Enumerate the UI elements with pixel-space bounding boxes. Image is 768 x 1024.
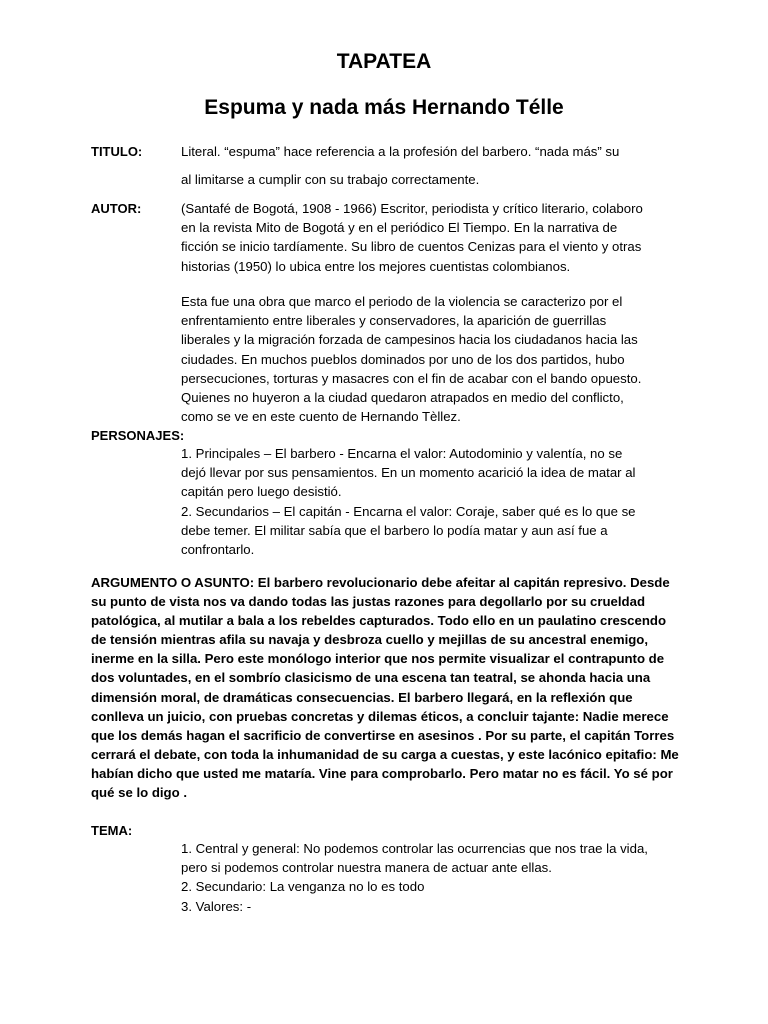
document-title: TAPATEA [336, 50, 432, 73]
text-line: pero si podemos controlar nuestra manera de actuar ante ellas. [181, 860, 552, 876]
titulo-line-1: Literal. “espuma” hace referencia a la profesión del barbero. “nada más” su [181, 144, 620, 159]
text-line: capitán pero luego desistió. [181, 484, 342, 500]
text-line: 3. Valores: - [181, 898, 252, 914]
text-line: 2. Secundarios – El capitán - Encarna el valor: Coraje, saber qué es lo que se [181, 503, 636, 519]
text-line: dejó llevar por sus pensamientos. En un momento acarició la idea de matar al [181, 465, 636, 481]
label-personajes: PERSONAJES: [91, 428, 185, 443]
titulo-line-2: al limitarse a cumplir con su trabajo correctamente. [181, 172, 480, 187]
tema-list [181, 839, 681, 916]
text-line: enfrentamiento entre liberales y conservadores, la aparición de guerrillas [181, 313, 607, 329]
text-line: como se ve en este cuento de Hernando Tèllez. [181, 409, 461, 425]
text-line: confrontarlo. [181, 542, 255, 558]
text-line: 1. Principales – El barbero - Encarna el valor: Autodominio y valentía, no se [181, 446, 623, 461]
label-autor: AUTOR: [91, 201, 142, 216]
text-line: Esta fue una obra que marco el periodo de la violencia se caracterizo por el [181, 294, 623, 309]
label-tema: TEMA: [91, 823, 133, 838]
text-line: 1. Central y general: No podemos controlar las ocurrencias que nos trae la vida, [181, 841, 648, 856]
text-line: dos voluntades, en el sombrío clasicismo de una escena tan teatral, se ahonda hacia una [91, 670, 651, 686]
text-line: patológica, al mutilar a bala a los rebeldes capturados. Todo ello en un paulatino crescendo [91, 613, 667, 629]
text-line: en la revista Mito de Bogotá y en el periódico El Tiempo. En la narrativa de [181, 220, 618, 236]
text-line: qué se lo digo . [91, 785, 187, 801]
text-line: persecuciones, torturas y masacres con el fin de acabar con el bando opuesto. [181, 370, 642, 386]
label-titulo: TITULO: [91, 144, 143, 159]
text-line: liberales y la migración forzada de campesinos hacia los ciudadanos hacia las [181, 332, 638, 348]
document-subtitle: Espuma y nada más Hernando Télle [204, 96, 564, 119]
personajes-list [181, 444, 681, 559]
text-line: inerme en la silla. Pero este monólogo interior que nos permite visualizar el contrapunto de [91, 651, 665, 667]
text-line: habían dicho que usted me mataría. Vine para comprobarlo. Pero matar no es fácil. Yo sé por [91, 765, 673, 781]
autor-bio [181, 199, 681, 276]
text-line: ARGUMENTO O ASUNTO: El barbero revolucionario debe afeitar al capitán represivo. Desde [91, 575, 670, 590]
text-line: dimensión moral, de dramáticas consecuencias. El barbero llegará, en la reflexión que [91, 689, 633, 705]
text-line: Quienes no huyeron a la ciudad quedaron atrapados en medio del conflicto, [181, 390, 624, 406]
text-line: 2. Secundario: La venganza no lo es todo [181, 879, 425, 895]
text-line: (Santafé de Bogotá, 1908 - 1966) Escritor, periodista y crítico literario, colaboro [181, 201, 643, 216]
autor-context [181, 292, 681, 426]
text-line: ciudades. En muchos pueblos dominados por uno de los dos partidos, hubo [181, 351, 625, 367]
text-line: historias (1950) lo ubica entre los mejores cuentistas colombianos. [181, 258, 571, 274]
argumento-paragraph [91, 573, 687, 802]
text-line: su punto de vista nos va dando todas las justas razones para degollarlo por su crueldad [91, 594, 646, 610]
text-line: que los demás hagan el sacrificio de convertirse en asesinos . Por su parte, el capitán Torres [91, 727, 675, 743]
text-line: de tensión mientras afila su navaja y desbroza cuello y mejillas de su ancestral enemigo, [91, 632, 649, 648]
text-line: conlleva un juicio, con pruebas concretas y dilemas éticos, a concluir tajante: Nadie merece [91, 708, 669, 724]
text-line: ficción se inicio tardíamente. Su libro de cuentos Cenizas para el viento y otras [181, 239, 642, 255]
text-line: cerrará el debate, con toda la inhumanidad de su carga a cuestas, y este lacónico epitafio: Me [91, 746, 679, 762]
text-line: debe temer. El militar sabía que el barbero lo podía matar y aun así fue a [181, 522, 608, 538]
